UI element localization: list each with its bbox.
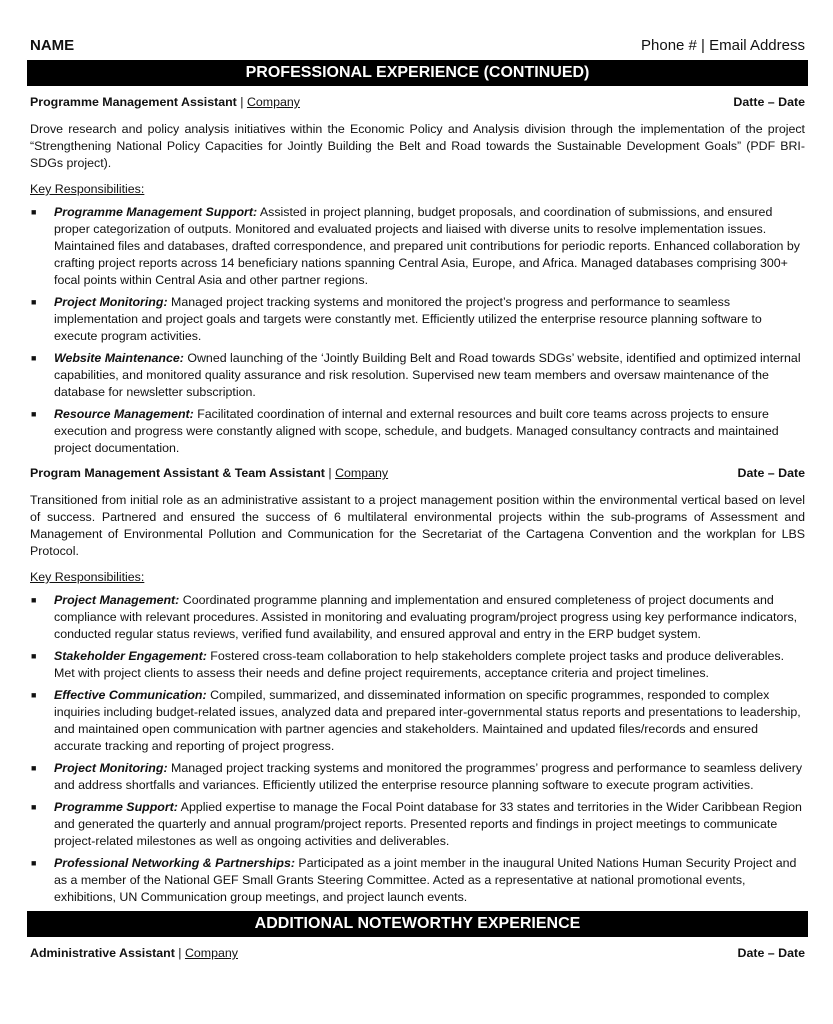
responsibility-lead: Project Management: bbox=[54, 593, 180, 607]
company-link[interactable]: Company bbox=[246, 95, 300, 109]
candidate-name: NAME bbox=[30, 37, 75, 54]
company-link[interactable]: Company bbox=[335, 466, 389, 480]
job-summary: Drove research and policy analysis initiatives within the Economic Policy and Analysis division through the implementation of the project “Strengthening National Policy Capacities for Jointly Building the Belt and Road towards the Sustainable Development Goals” (PDF BRI-SDGs project). bbox=[30, 122, 805, 170]
responsibility-item bbox=[30, 406, 805, 457]
responsibility-item bbox=[30, 204, 805, 289]
responsibility-item bbox=[30, 592, 805, 643]
responsibility-text: Facilitated coordination of internal and external resources and built core teams across projects to ensure execution and progress were constantly aligned with scope, schedule, and budgets. Managed consultancy contracts and maintained project documentation. bbox=[54, 407, 779, 455]
responsibility-item bbox=[30, 648, 805, 682]
bullet-icon: ■ bbox=[31, 802, 37, 812]
responsibility-list bbox=[30, 592, 805, 906]
responsibility-item bbox=[30, 294, 805, 345]
job-heading bbox=[30, 94, 805, 111]
job-title: Administrative Assistant bbox=[30, 946, 175, 960]
responsibility-lead: Resource Management: bbox=[54, 407, 194, 421]
key-responsibilities-label: Key Responsibilities: bbox=[30, 182, 145, 196]
job-heading bbox=[30, 465, 805, 482]
responsibility-lead: Stakeholder Engagement: bbox=[54, 649, 207, 663]
bullet-icon: ■ bbox=[31, 858, 37, 868]
separator: | bbox=[178, 946, 182, 960]
responsibility-lead: Project Monitoring: bbox=[54, 295, 168, 309]
job-title: Programme Management Assistant bbox=[30, 95, 237, 109]
separator: | bbox=[328, 466, 332, 480]
responsibility-text: Coordinated programme planning and implementation and ensured completeness of project documents and compliance with relevant procedures. Assisted in monitoring and evaluating program/project progress using key performance indicators, conducted regular status reviews, verified fund availability, and ensured approval and entry in the ERP budget system. bbox=[54, 593, 798, 641]
resume-page bbox=[30, 36, 805, 962]
job-title: Program Management Assistant & Team Assistant bbox=[30, 466, 325, 480]
responsibility-item bbox=[30, 799, 805, 850]
key-responsibilities-label: Key Responsibilities: bbox=[30, 570, 145, 584]
responsibility-item bbox=[30, 760, 805, 794]
responsibility-lead: Effective Communication: bbox=[54, 688, 207, 702]
job-dates: Datte – Date bbox=[733, 95, 805, 109]
responsibility-lead: Programme Management Support: bbox=[54, 205, 258, 219]
responsibility-lead: Programme Support: bbox=[54, 800, 178, 814]
responsibility-text: Applied expertise to manage the Focal Point database for 33 states and territories in the Wider Caribbean Region and generated the quarterly and annual program/project reports. Presented reports and findings in project meetings to communicate project-related milestones as well as ongoing activities and deliverables. bbox=[54, 800, 802, 848]
job-dates: Date – Date bbox=[737, 466, 805, 480]
responsibility-text: Managed project tracking systems and monitored the programmes’ progress and performance to seamless delivery and address shortfalls and variances. Efficiently utilized the enterprise resource planning software to execute program activities. bbox=[54, 761, 803, 792]
responsibility-item bbox=[30, 350, 805, 401]
section-heading-experience: PROFESSIONAL EXPERIENCE (CONTINUED) bbox=[27, 60, 808, 86]
responsibility-item bbox=[30, 687, 805, 755]
responsibility-text: Compiled, summarized, and disseminated information on specific programmes, responded to complex inquiries including budget-related issues, analyzed data and prepared inter-governmental status reports and presentations to leadership, and maintained open communication with partner agencies and stakeholders. Maintained and updated files/records and ensured accurate tracking and reporting of project progress. bbox=[54, 688, 801, 753]
responsibility-text: Owned launching of the ‘Jointly Building Belt and Road towards SDGs’ website, identified and optimized internal capabilities, and monitored quality assurance and risk resolution. Supervised new team members and oversaw maintenance of the database for newsletter subscription. bbox=[54, 351, 801, 399]
responsibility-lead: Website Maintenance: bbox=[54, 351, 184, 365]
bullet-icon: ■ bbox=[31, 353, 37, 363]
bullet-icon: ■ bbox=[31, 690, 37, 700]
responsibility-text: Participated as a joint member in the inaugural United Nations Human Security Project and as a member of the National GEF Small Grants Steering Committee. Acted as a representative at national promotional events, exhibitions, UN Communication group meetings, and project launch events. bbox=[54, 856, 797, 904]
job-summary: Transitioned from initial role as an administrative assistant to a project management position within the environmental vertical based on level of success. Partnered and ensured the success of 6 multilateral environmental projects within the sub-programs of Assessment and Management of Environmental Pollution and Communication for the Secretariat of the Cartagena Convention and the workplan for LBS Protocol. bbox=[30, 493, 805, 558]
job-dates: Date – Date bbox=[737, 946, 805, 960]
responsibility-item bbox=[30, 855, 805, 906]
company-link[interactable]: Company bbox=[184, 946, 238, 960]
section-heading-additional: ADDITIONAL NOTEWORTHY EXPERIENCE bbox=[27, 911, 808, 937]
responsibility-text: Managed project tracking systems and monitored the project’s progress and performance to seamless implementation and project goals and targets were constantly met. Efficiently utilized the enterprise resource planning software to execute program activities. bbox=[54, 295, 762, 343]
bullet-icon: ■ bbox=[31, 207, 37, 217]
contact-info: Phone # | Email Address bbox=[641, 37, 805, 54]
responsibility-lead: Project Monitoring: bbox=[54, 761, 168, 775]
responsibility-text: Assisted in project planning, budget proposals, and coordination of submissions, and ensured proper categorization of outputs. Monitored and evaluated projects and liaised with diverse units to resolve implementation issues. Maintained files and databases, drafted correspondence, and prepared unit contributions for periodic reports. Enhanced collaboration by crafting project reports across 14 beneficiary nations spanning Central Asia, Europe, and Africa. Managed databases comprising 300+ focal points within Central Asia and other partner regions. bbox=[54, 205, 800, 287]
bullet-icon: ■ bbox=[31, 595, 37, 605]
responsibility-lead: Professional Networking & Partnerships: bbox=[54, 856, 295, 870]
resume-header bbox=[30, 36, 805, 56]
job-heading bbox=[30, 945, 805, 962]
bullet-icon: ■ bbox=[31, 297, 37, 307]
separator: | bbox=[240, 95, 244, 109]
bullet-icon: ■ bbox=[31, 763, 37, 773]
responsibility-text: Fostered cross-team collaboration to help stakeholders complete project tasks and produce deliverables. Met with project clients to assess their needs and define project requirements, acceptance criteria and project timelines. bbox=[54, 649, 785, 680]
bullet-icon: ■ bbox=[31, 409, 37, 419]
responsibility-list bbox=[30, 204, 805, 457]
bullet-icon: ■ bbox=[31, 651, 37, 661]
